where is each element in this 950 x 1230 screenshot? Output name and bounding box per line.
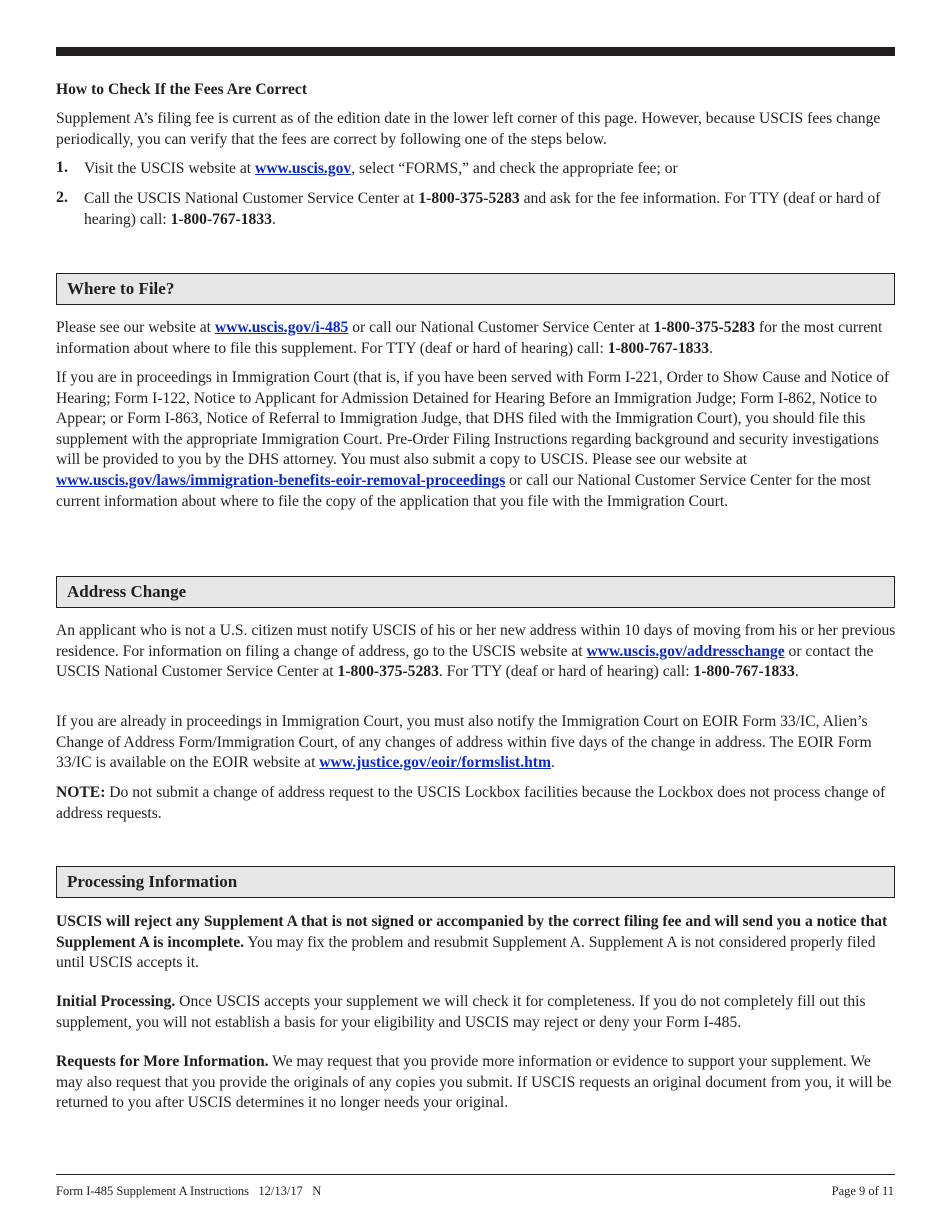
where-paragraph-2: If you are in proceedings in Immigration Court (that is, if you have been served with Form I-221, Order to Show Cause and Notice of Hearing; Form I-122, Notice to Applicant for Admission Detained for Hearing Before an Immigration Judge; Form I-862, Notice to Appear; or Form I-863, Notice of Referral to Immigration Judge, that DHS filed with the Immigration Court), you should file this supplement with the appropriate Immigration Court. Pre-Order Filing Instructions regarding background and security investigations will be provided to you by the DHS attorney. You must also submit a copy to USCIS. Please see our website at www.uscis.gov/laws/immigration-benefits-eoir-removal-proceedings or call our National Customer Service Center for the most current information about where to file the copy of the application that you file with the Immigration Court. [56,369,890,510]
uscis-website-link[interactable]: www.uscis.gov [255,160,352,177]
fees-intro: Supplement A’s filing fee is current as of the edition date in the lower left corner of this page. However, because USCIS fees change periodically, you can verify that the fees are correct by following one of the steps below. [56,110,881,148]
footer-rule [56,1174,895,1175]
note-label: NOTE: [56,784,106,801]
fees-heading: How to Check If the Fees Are Correct [56,81,308,98]
eoir-removal-proceedings-link[interactable]: www.uscis.gov/laws/immigration-benefits-eoir-removal-proceedings [56,471,506,489]
step-1-number: 1. [56,159,68,176]
address-paragraph-1: An applicant who is not a U.S. citizen must notify USCIS of his or her new address within 10 days of moving from his or her previous residence. For information on filing a change of address, go to the USCIS website at www.uscis.gov/addresschange or contact the USCIS National Customer Service Center at 1-800-375-5283. For TTY (deaf or hard of hearing) call: 1-800-767-1833. [56,622,896,681]
initial-processing-paragraph: Initial Processing. Once USCIS accepts your supplement we will check it for completeness. If you do not completely fill out this supplement, you will not establish a basis for your eligibility and USCIS may reject or deny your Form I-485. [56,993,866,1031]
more-information-paragraph: Requests for More Information. We may request that you provide more information or evidence to support your supplement. We may also request that you provide the originals of any copies you submit. If USCIS requests an original document from you, it will be returned to you after USCIS determines it no longer needs your original. [56,1053,892,1112]
footer-form-id: Form I-485 Supplement A Instructions 12/13/17 N [56,1184,322,1198]
phone-number: 1-800-375-5283 [418,190,520,207]
i485-link[interactable]: www.uscis.gov/i-485 [214,319,349,336]
section-title: Processing Information [67,872,238,891]
section-title: Address Change [67,582,187,601]
step-2-text: Call the USCIS National Customer Service Center at 1-800-375-5283 and ask for the fee information. For TTY (deaf or hard of hearing) call: 1-800-767-1833. [84,190,881,228]
address-note: NOTE: Do not submit a change of address request to the USCIS Lockbox facilities because the Lockbox does not process change of address requests. [56,784,886,822]
processing-information-header [56,866,895,898]
section-title: Where to File? [67,279,175,298]
where-paragraph-1: Please see our website at www.uscis.gov/i-485 or call our National Customer Service Center at 1-800-375-5283 for the most current information about where to file this supplement. For TTY (deaf or hard of hearing) call: 1-800-767-1833. [56,319,883,357]
eoir-forms-link[interactable]: www.justice.gov/eoir/formslist.htm [319,754,551,772]
footer-page-number: Page 9 of 11 [831,1184,894,1198]
processing-paragraph-1: USCIS will reject any Supplement A that is not signed or accompanied by the correct filing fee and will send you a notice that Supplement A is incomplete. You may fix the problem and resubmit Supplement A. Supplement A is not considered properly filed until USCIS accepts it. [56,913,888,972]
step-1-text: Visit the USCIS website at www.uscis.gov, select “FORMS,” and check the appropriate fee; or [84,160,678,177]
address-paragraph-2: If you are already in proceedings in Immigration Court, you must also notify the Immigration Court on EOIR Form 33/IC, Alien’s Change of Address Form/Immigration Court, of any changes of address within five days of the change in address. The EOIR Form 33/IC is available on the EOIR website at www.justice.gov/eoir/formslist.htm. [56,713,872,772]
tty-number: 1-800-767-1833 [170,210,272,228]
top-rule [56,47,895,56]
where-to-file-header [56,273,895,305]
step-2-number: 2. [56,189,68,206]
addresschange-link[interactable]: www.uscis.gov/addresschange [586,642,785,660]
address-change-header [56,576,895,608]
